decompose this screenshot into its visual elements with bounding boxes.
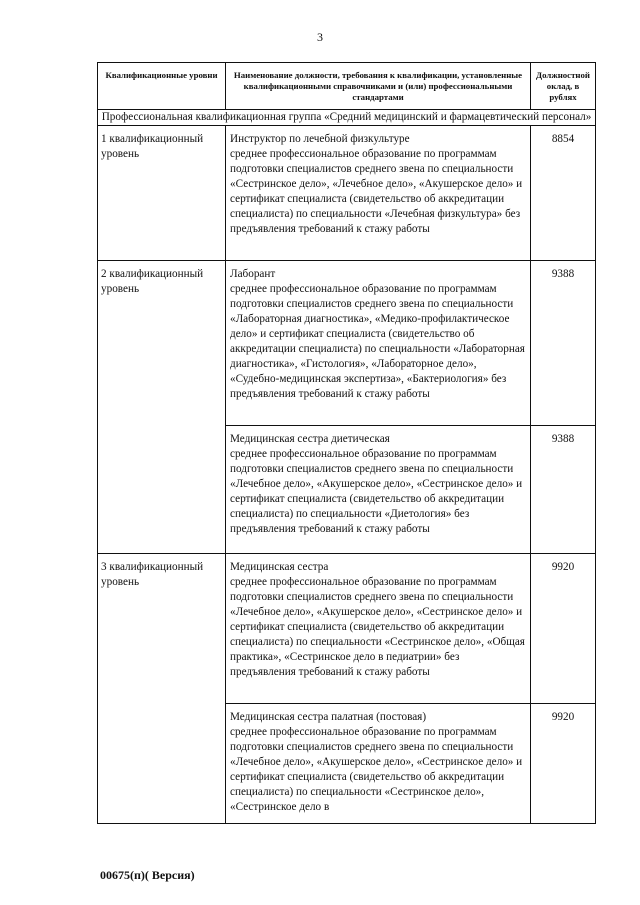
table-row xyxy=(98,554,596,704)
requirements-text: среднее профессиональное образование по программам подготовки специалистов среднего звена по специальности «Лабораторная диагностика», «Медико-профилактическое дело» и сертификат специалиста (свидетельство об аккредитации специалиста) по специальности «Лабораторная диагностика», «Гистология», «Лабораторное дело», «Судебно-медицинская экспертиза», «Бактериология» без предъявления требований к стажу работы xyxy=(230,283,525,400)
requirements-text: среднее профессиональное образование по программам подготовки специалистов среднего звена по специальности «Лечебное дело», «Акушерское дело», «Сестринское дело» и сертификат специалиста (свидетельство об аккредитации специалиста) по специальности «Сестринское дело», «Сестринское дело в xyxy=(230,726,523,813)
table-row xyxy=(98,261,596,426)
salary-cell: 9920 xyxy=(531,704,596,824)
level-cell: 1 квалификационный уровень xyxy=(98,126,226,261)
level-cell: 2 квалификационный уровень xyxy=(98,261,226,554)
requirements-text: среднее профессиональное образование по программам подготовки специалистов среднего звена по специальности «Лечебное дело», «Акушерское дело», «Сестринское дело» и сертификат специалиста (свидетельство об аккредитации специалиста) по специальности «Сестринское дело», «Общая практика», «Сестринское дело в педиатрии» без предъявления требований к стажу работы xyxy=(230,576,525,678)
document-footer: 00675(п)( Версия) xyxy=(100,868,195,882)
qualification-table xyxy=(97,62,596,824)
salary-cell: 9388 xyxy=(531,426,596,554)
header-position: Наименование должности, требования к квалификации, установленные квалификационными справочниками и (или) профессиональными стандартами xyxy=(226,63,531,110)
description-cell xyxy=(226,554,531,704)
salary-cell: 9920 xyxy=(531,554,596,704)
position-name: Инструктор по лечебной физкультуре xyxy=(230,133,410,145)
description-cell xyxy=(226,426,531,554)
group-title: Профессиональная квалификационная группа «Средний медицинский и фармацевтический персонал» xyxy=(98,110,596,126)
salary-cell: 9388 xyxy=(531,261,596,426)
description-cell xyxy=(226,126,531,261)
position-name: Медицинская сестра палатная (постовая) xyxy=(230,711,427,723)
requirements-text: среднее профессиональное образование по программам подготовки специалистов среднего звена по специальности «Лечебное дело», «Акушерское дело», «Сестринское дело» и сертификат специалиста (свидетельство об аккредитации специалиста) по специальности «Диетология» без предъявления требований к стажу работы xyxy=(230,448,523,535)
description-cell xyxy=(226,704,531,824)
table-row xyxy=(98,126,596,261)
requirements-text: среднее профессиональное образование по программам подготовки специалистов среднего звена по специальности «Сестринское дело», «Лечебное дело», «Акушерское дело» и сертификат специалиста (свидетельство об аккредитации специалиста) по специальности «Лечебная физкультура» без предъявления требований к стажу работы xyxy=(230,148,523,235)
table-header-row xyxy=(98,63,596,110)
description-cell xyxy=(226,261,531,426)
position-name: Лаборант xyxy=(230,268,276,280)
page-number: 3 xyxy=(317,30,323,44)
salary-cell: 8854 xyxy=(531,126,596,261)
group-title-row xyxy=(98,110,596,126)
level-cell: 3 квалификационный уровень xyxy=(98,554,226,824)
position-name: Медицинская сестра xyxy=(230,561,329,573)
position-name: Медицинская сестра диетическая xyxy=(230,433,390,445)
header-levels: Квалификационные уровни xyxy=(98,63,226,110)
header-salary: Должностной оклад, в рублях xyxy=(531,63,596,110)
